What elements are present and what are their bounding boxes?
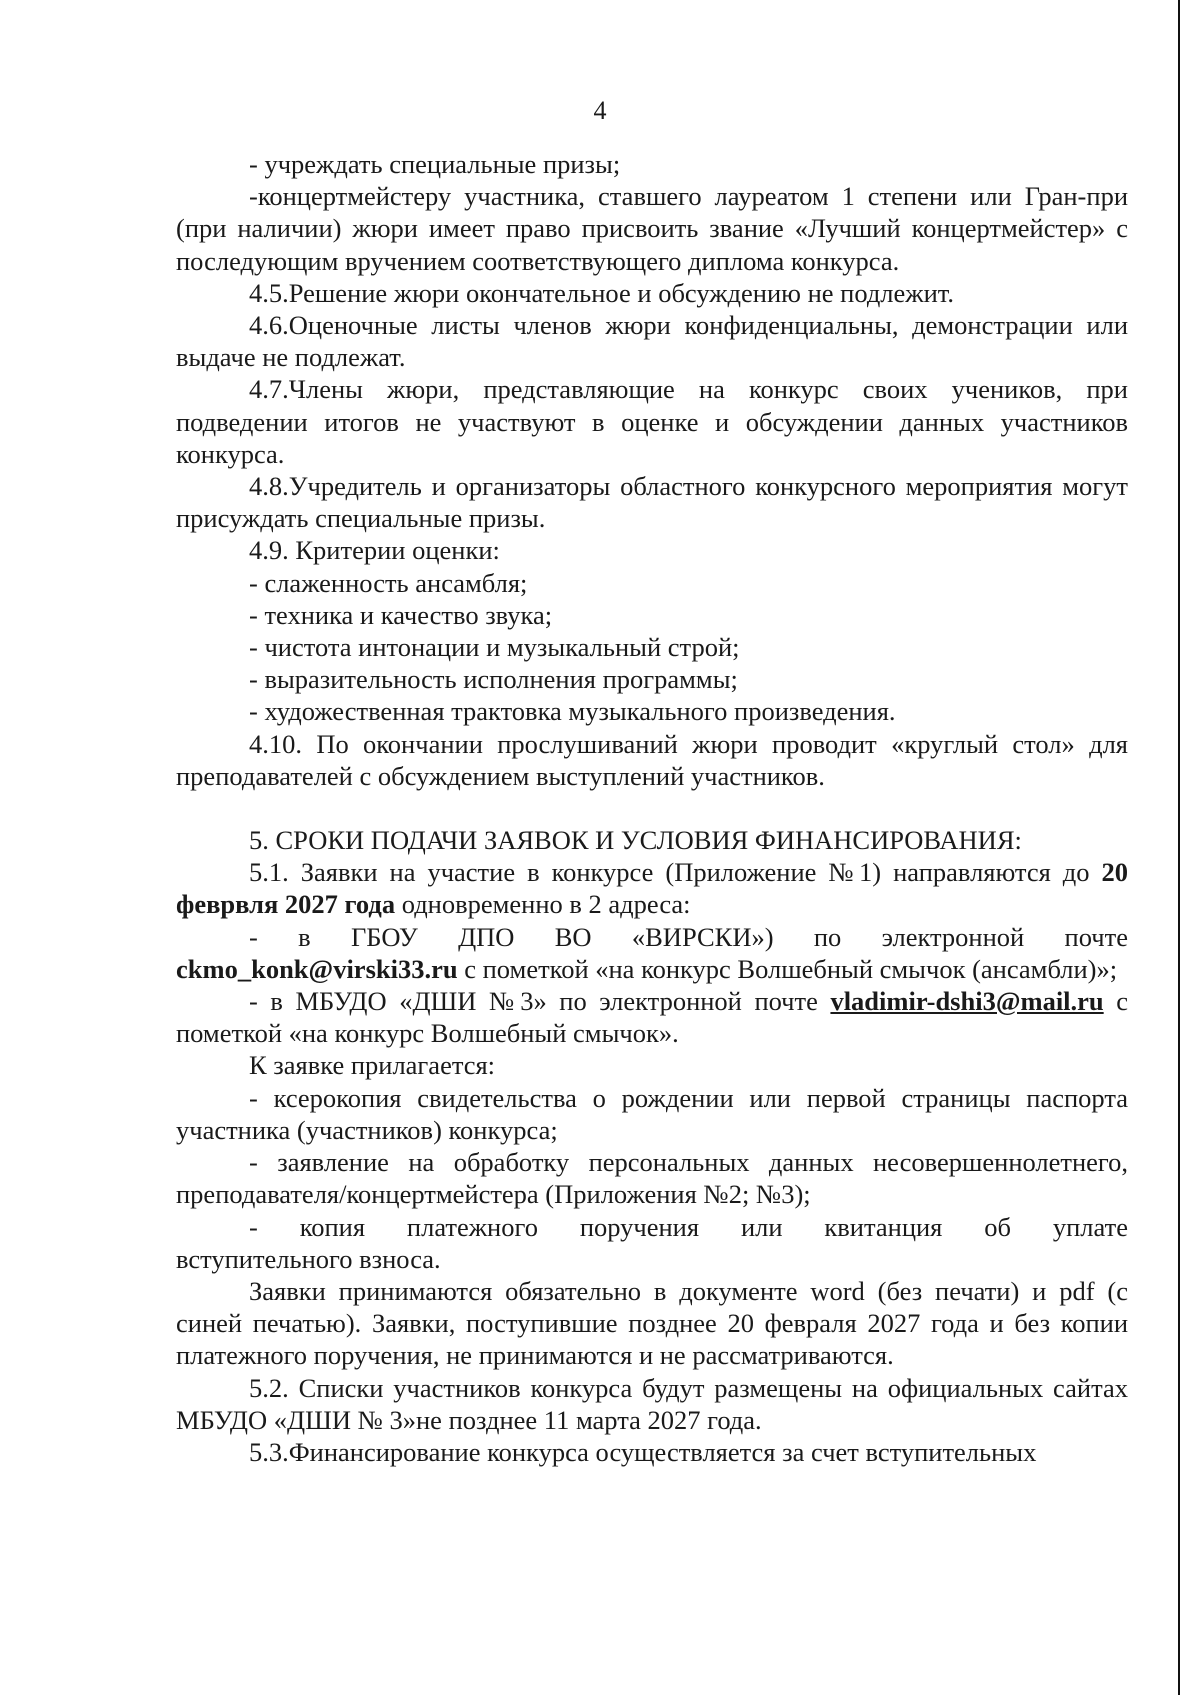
page-number: 4 <box>593 96 607 125</box>
paragraph-4-7: 4.7.Члены жюри, представляющие на конкурс своих учеников, при подведении итогов не участвуют в оценке и обсуждении данных участников конкурса. <box>176 374 1128 469</box>
paragraph-4-5: 4.5.Решение жюри окончательное и обсуждению не подлежит. <box>249 277 954 308</box>
attachment-payment-word: или <box>740 1211 783 1242</box>
paragraph-4-6: 4.6.Оценочные листы членов жюри конфиденциальны, демонстрации или выдаче не подлежат. <box>176 310 1128 373</box>
attachment-payment-word: поручения <box>579 1211 700 1242</box>
attachment-birth-certificate: - ксерокопия свидетельства о рождении или первой страницы паспорта участника (участников) конкурса; <box>176 1082 1128 1145</box>
acceptance-rules: Заявки принимаются обязательно в документе word (без печати) и pdf (с синей печатью). Заявки, поступившие позднее 20 февраля 2027 года и без копии платежного поручения, не принимаются и не рассматриваются. <box>176 1275 1128 1371</box>
section-spacer <box>176 792 1128 824</box>
virski-email-link[interactable]: ckmo_konk@virski33.ru <box>176 953 458 984</box>
address-1-note: с пометкой «на конкурс Волшебный смычок (ансамбли)»; <box>457 953 1118 984</box>
address-1-word: - <box>249 921 258 952</box>
address-1-first-line <box>176 921 1128 953</box>
paragraph-accompanist: -концертмейстеру участника, ставшего лауреатом 1 степени или Гран-при (при наличии) жюри имеет право присвоить звание «Лучший концертмейстер» с последующим вручением соответствующего диплома конкурса. <box>176 181 1128 276</box>
paragraph-special-prizes: - учреждать специальные призы; <box>249 149 621 179</box>
scan-edge-line <box>1178 0 1180 1695</box>
paragraph-5-1-text: 5.1. Заявки на участие в конкурсе (Приложение №1) направляются до <box>249 857 1090 888</box>
attachment-payment-word: - <box>249 1211 258 1242</box>
address-1-word: почте <box>1064 921 1128 952</box>
criterion-interpretation: - художественная трактовка музыкального произведения. <box>249 696 896 727</box>
address-1-rest <box>176 953 1128 985</box>
address-1-word: электронной <box>881 921 1025 952</box>
criterion-intonation: - чистота интонации и музыкальный строй; <box>249 632 740 663</box>
attachments-title: К заявке прилагается: <box>249 1050 496 1081</box>
attachment-payment-word: платежного <box>406 1211 538 1242</box>
dshi-email-link[interactable]: vladimir-dshi3@mail.ru <box>830 986 1104 1017</box>
address-1-word: в <box>298 921 311 952</box>
attachment-payment-word: об <box>984 1211 1011 1242</box>
address-1-word: «ВИРСКИ») <box>631 921 774 952</box>
document-body <box>176 148 1128 1468</box>
attachment-payment-word: копия <box>299 1211 366 1242</box>
attachment-payment-first-line <box>176 1211 1128 1243</box>
paragraph-5-2: 5.2. Списки участников конкурса будут размещены на официальных сайтах МБУДО «ДШИ № 3»не позднее 11 марта 2027 года. <box>176 1372 1128 1435</box>
paragraph-5-3: 5.3.Финансирование конкурса осуществляется за счет вступительных <box>249 1436 1037 1467</box>
address-2 <box>176 985 1128 1049</box>
paragraph-5-1 <box>176 856 1128 920</box>
criterion-expressiveness: - выразительность исполнения программы; <box>249 664 738 695</box>
criterion-technique: - техника и качество звука; <box>249 599 553 630</box>
paragraph-4-8: 4.8.Учредитель и организаторы областного конкурсного мероприятия могут присуждать специальные призы. <box>176 471 1128 534</box>
section-5-heading: 5. СРОКИ ПОДАЧИ ЗАЯВОК И УСЛОВИЯ ФИНАНСИРОВАНИЯ: <box>249 825 1022 856</box>
attachment-consent: - заявление на обработку персональных данных несовершеннолетнего, преподавателя/концертмейстера (Приложения №2; №3); <box>176 1147 1128 1210</box>
paragraph-5-1-tail: одновременно в 2 адреса: <box>395 889 691 920</box>
criterion-ensemble: - слаженность ансамбля; <box>249 567 528 598</box>
address-1-word: ВО <box>554 921 592 952</box>
address-1-word: ДПО <box>458 921 515 952</box>
address-1-word: ГБОУ <box>350 921 418 952</box>
deadline-date: 20 феврвля 2027 года <box>176 857 1129 920</box>
paragraph-4-10: 4.10. По окончании прослушиваний жюри проводит «круглый стол» для преподавателей с обсуждением выступлений участников. <box>176 728 1128 791</box>
address-2-text: - в МБУДО «ДШИ №3» по электронной почте <box>249 986 831 1017</box>
attachment-payment-rest: вступительного взноса. <box>176 1243 441 1274</box>
attachment-payment-word: квитанция <box>824 1211 943 1242</box>
address-2-note: с пометкой «на конкурс Волшебный смычок». <box>176 986 1129 1049</box>
attachment-payment-word: уплате <box>1052 1211 1128 1242</box>
address-1-word: по <box>813 921 842 952</box>
paragraph-4-9: 4.9. Критерии оценки: <box>249 535 500 566</box>
